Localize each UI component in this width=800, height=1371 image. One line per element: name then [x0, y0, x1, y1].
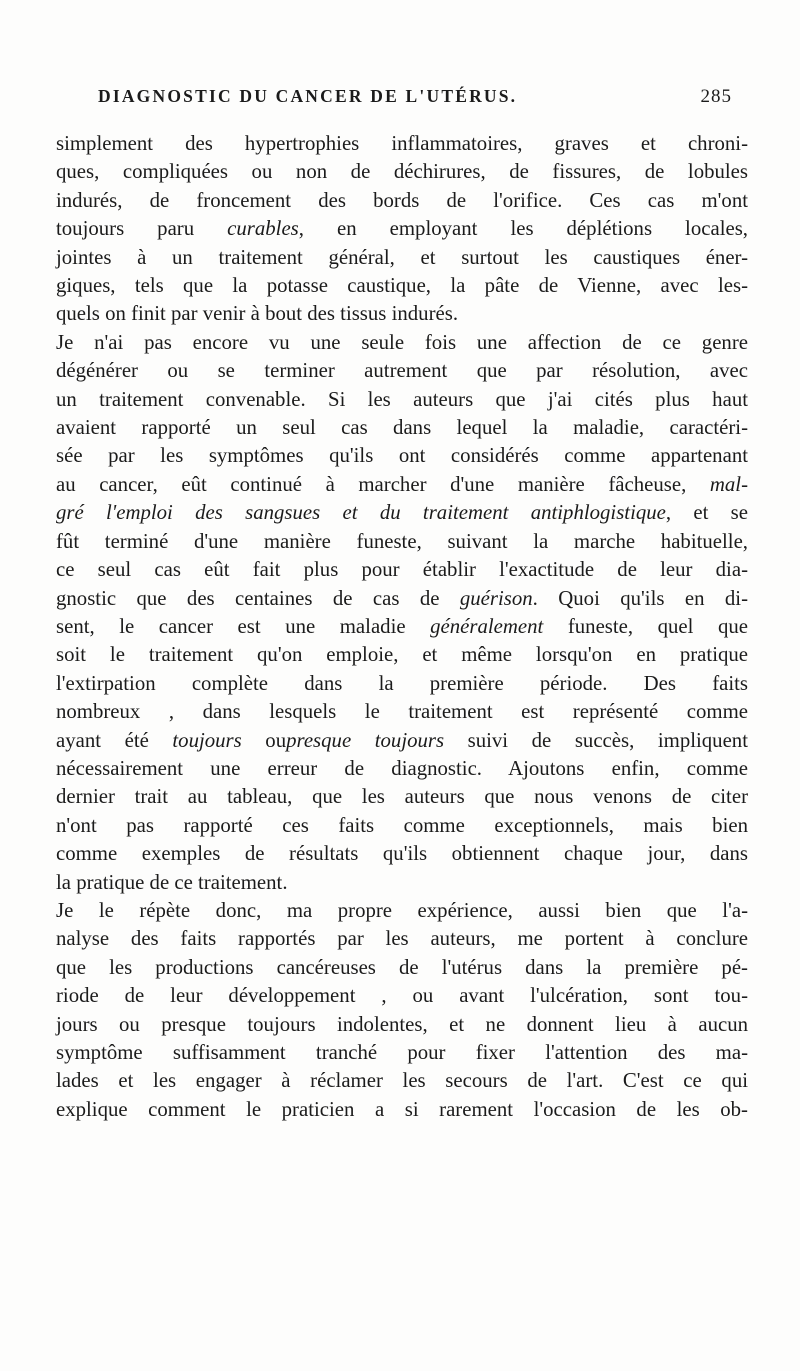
- text-segment: toujours paru: [56, 217, 228, 241]
- text-line: indurés, de froncement des bords de l'orifice. Ces cas m'ont: [56, 188, 748, 212]
- text-line: giques, tels que la potasse caustique, la pâte de Vienne, avec les-: [56, 274, 748, 298]
- text-line: quels on finit par venir à bout des tissus indurés.: [56, 302, 459, 326]
- text-line: riode de leur développement , ou avant l'ulcération, sont tou-: [56, 984, 748, 1008]
- text-line: avaient rapporté un seul cas dans lequel la maladie, caractéri-: [56, 416, 748, 440]
- text-line: jointes à un traitement général, et surtout les caustiques éner-: [56, 245, 748, 269]
- text-line: simplement des hypertrophies inflammatoires, graves et chroni-: [56, 132, 748, 155]
- text-line: soit le traitement qu'on emploie, et même lorsqu'on en pratique: [56, 643, 748, 667]
- page-number: 285: [700, 86, 732, 107]
- text-line: nécessairement une erreur de diagnostic. Ajoutons enfin, comme: [56, 756, 748, 780]
- text-segment: sent, le cancer est une maladie: [56, 614, 431, 638]
- page-header: [60, 86, 740, 116]
- text-line: ce seul cas eût fait plus pour établir l'exactitude de leur dia-: [56, 558, 748, 582]
- text-line: la pratique de ce traitement.: [56, 870, 288, 894]
- text-line: fût terminé d'une manière funeste, suivant la marche habituelle,: [56, 529, 748, 553]
- body-text: [56, 130, 748, 1124]
- text-line: symptôme suffisamment tranché pour fixer l'attention des ma-: [56, 1041, 748, 1064]
- italic-segment: généralement: [430, 614, 544, 638]
- text-line: [56, 585, 748, 613]
- text-line: [56, 499, 748, 527]
- text-line: sée par les symptômes qu'ils ont considérés comme appartenant: [56, 444, 748, 468]
- text-line: explique comment le praticien a si rarement l'occasion de les ob-: [56, 1097, 748, 1121]
- italic-segment: mal-: [709, 472, 748, 496]
- text-line: l'extirpation complète dans la première période. Des faits: [56, 671, 748, 695]
- italic-segment: toujours: [172, 728, 242, 752]
- text-line: que les productions cancéreuses de l'utérus dans la première pé-: [56, 955, 748, 979]
- text-line: [56, 215, 748, 243]
- running-title: DIAGNOSTIC DU CANCER DE L'UTÉRUS.: [98, 86, 518, 106]
- text-segment: funeste, quel que: [543, 614, 749, 638]
- text-line: dégénérer ou se terminer autrement que par résolution, avec: [56, 359, 748, 383]
- text-line: un traitement convenable. Si les auteurs que j'ai cités plus haut: [56, 387, 748, 411]
- text-line: dernier trait au tableau, que les auteurs que nous venons de citer: [56, 785, 748, 809]
- italic-segment: curables: [227, 217, 299, 241]
- text-segment: , et se: [665, 501, 748, 525]
- text-line: ques, compliquées ou non de déchirures, de fissures, de lobules: [56, 160, 748, 184]
- text-segment: gnostic que des centaines de cas de: [56, 586, 460, 610]
- text-line: [56, 471, 748, 499]
- text-line: lades et les engager à réclamer les secours de l'art. C'est ce qui: [56, 1069, 748, 1093]
- text-line: Je le répète donc, ma propre expérience, aussi bien que l'a-: [56, 898, 748, 922]
- text-segment: au cancer, eût continué à marcher d'une manière fâcheuse,: [56, 472, 710, 496]
- text-segment: . Quoi qu'ils en di-: [532, 586, 749, 610]
- text-segment: ayant été: [56, 728, 173, 752]
- italic-segment: gré l'emploi des sangsues et du traitement antiphlogistique: [56, 501, 666, 525]
- text-line: comme exemples de résultats qu'ils obtiennent chaque jour, dans: [56, 842, 748, 866]
- text-segment: ou: [241, 728, 287, 752]
- text-segment: , en employant les déplétions locales,: [298, 217, 748, 241]
- text-segment: suivi de succès, impliquent: [444, 728, 748, 752]
- italic-segment: guérison: [459, 586, 533, 610]
- text-line: [56, 613, 748, 641]
- italic-segment: presque toujours: [286, 728, 445, 752]
- text-line: Je n'ai pas encore vu une seule fois une affection de ce genre: [56, 330, 748, 354]
- text-line: n'ont pas rapporté ces faits comme exceptionnels, mais bien: [56, 813, 748, 837]
- text-line: jours ou presque toujours indolentes, et ne donnent lieu à aucun: [56, 1012, 748, 1036]
- text-line: [56, 727, 748, 755]
- text-line: nalyse des faits rapportés par les auteurs, me portent à conclure: [56, 927, 748, 951]
- text-line: nombreux , dans lesquels le traitement est représenté comme: [56, 700, 748, 724]
